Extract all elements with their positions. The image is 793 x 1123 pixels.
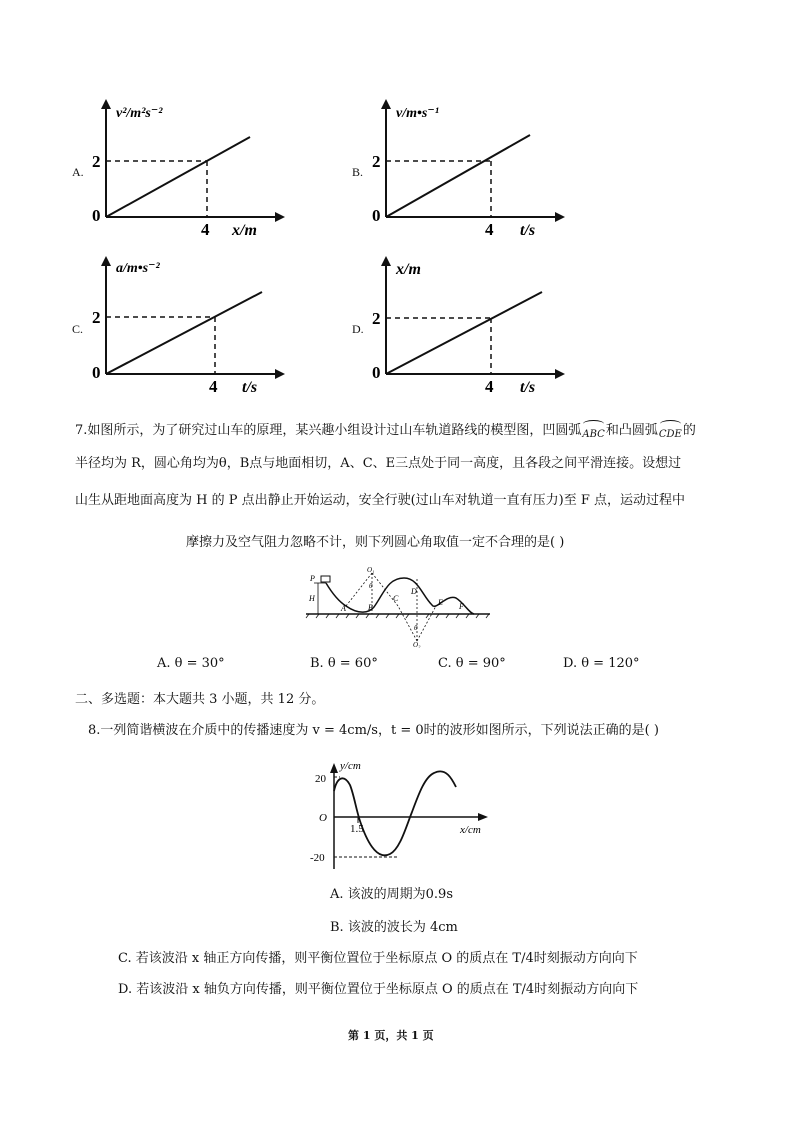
- label-theta-2: θ: [414, 624, 418, 632]
- x-axis-label: x/m: [232, 222, 257, 239]
- q7-line-2: 半径均为 R，圆心角均为θ，B点与地面相切，A、C、E三点处于同一高度，且各段之间平滑连接。设想过: [75, 456, 682, 471]
- q7-choice-c[interactable]: C. θ = 90°: [438, 656, 506, 671]
- label-h: H: [309, 594, 315, 603]
- label-theta-1: θ: [369, 582, 373, 590]
- graph-option-b: [350, 95, 565, 245]
- arc-abc: ABC: [581, 425, 605, 445]
- option-letter: B.: [352, 165, 364, 179]
- q7-text-1a: 7.如图所示，为了研究过山车的原理，某兴趣小组设计过山车轨道路线的模型图，凹圆弧: [75, 423, 582, 438]
- graph-option-a: [70, 95, 285, 245]
- y-max-label: 20: [315, 773, 326, 785]
- x-axis-label: x/cm: [460, 824, 481, 836]
- y-axis-label: x/m: [396, 261, 421, 278]
- wave-graph: [310, 757, 500, 872]
- y-tick-label: 2: [92, 152, 101, 171]
- q8-choice-b[interactable]: B. 该波的波长为 4cm: [330, 920, 458, 935]
- x-tick-label: 4: [201, 220, 210, 239]
- arc-cde: CDE: [658, 425, 683, 445]
- y-axis-label: a/m•s⁻²: [116, 261, 160, 276]
- label-e: E: [438, 598, 443, 607]
- q8-choice-a[interactable]: A. 该波的周期为0.9s: [330, 887, 453, 902]
- option-letter: C.: [72, 322, 84, 336]
- graph-option-d: [350, 252, 565, 402]
- q7-line-1: [75, 421, 696, 445]
- q7-line-4: 摩擦力及空气阻力忽略不计，则下列圆心角取值一定不合理的是( ): [186, 535, 565, 550]
- q7-line-3: 山生从距地面高度为 H 的 P 点出静止开始运动，安全行驶(过山车对轨道一直有压力)至 F 点，运动过程中: [75, 493, 686, 508]
- page-footer: 第 1 页，共 1 页: [348, 1029, 434, 1042]
- y-tick-label: 2: [372, 152, 381, 171]
- y-tick-label: 2: [92, 308, 101, 327]
- roller-coaster-diagram: [304, 563, 494, 648]
- y-tick-label: 2: [372, 309, 381, 328]
- q8-choice-d[interactable]: D. 若该波沿 x 轴负方向传播，则平衡位置位于坐标原点 O 的质点在 T/4时刻振动方向向下: [118, 982, 639, 997]
- q8-choice-c[interactable]: C. 若该波沿 x 轴正方向传播，则平衡位置位于坐标原点 O 的质点在 T/4时刻振动方向向下: [118, 951, 638, 966]
- label-p: P: [310, 574, 315, 583]
- q8-stem: 8.一列简谐横波在介质中的传播速度为 v = 4cm/s，t = 0时的波形如图所示，下列说法正确的是( ): [88, 723, 659, 738]
- origin-label: 0: [92, 206, 101, 225]
- label-o2: O₂: [413, 641, 421, 648]
- section-heading-multi-choice: 二、多选题：本大题共 3 小题，共 12 分。: [75, 692, 325, 707]
- x-axis-label: t/s: [520, 222, 536, 239]
- x-tick-label: 4: [485, 220, 494, 239]
- graph-plot: [90, 252, 290, 402]
- graph-plot: [370, 95, 570, 245]
- label-o1: O₁: [367, 566, 375, 574]
- label-d: D: [411, 587, 417, 596]
- q7-choice-b[interactable]: B. θ = 60°: [310, 656, 378, 671]
- label-f: F: [459, 602, 464, 611]
- y-axis-label: v/m•s⁻¹: [396, 106, 439, 121]
- graph-plot: [370, 252, 570, 402]
- origin-label: 0: [372, 363, 381, 382]
- x-axis-label: t/s: [242, 379, 258, 396]
- x-axis-label: t/s: [520, 379, 536, 396]
- graph-plot: [90, 95, 290, 245]
- x-tick-label: 4: [485, 377, 494, 396]
- option-letter: D.: [352, 322, 364, 336]
- q7-choice-a[interactable]: A. θ = 30°: [157, 656, 225, 671]
- graph-option-c: [70, 252, 285, 402]
- q7-choice-d[interactable]: D. θ = 120°: [563, 656, 640, 671]
- q7-text-1c: 的: [682, 423, 696, 438]
- label-b: B: [368, 603, 373, 612]
- q7-text-1b: 和凸圆弧: [605, 423, 658, 438]
- x-tick-label: 4: [209, 377, 218, 396]
- x-mark-label: 1.5: [350, 823, 364, 835]
- origin-label: 0: [92, 363, 101, 382]
- label-a: A: [341, 604, 346, 613]
- origin-label: 0: [372, 206, 381, 225]
- y-min-label: -20: [310, 852, 325, 864]
- origin-label: O: [319, 812, 327, 824]
- label-c: C: [393, 594, 399, 603]
- y-axis-label: v²/m²s⁻²: [116, 106, 163, 121]
- y-axis-label: y/cm: [340, 760, 361, 772]
- option-letter: A.: [72, 165, 84, 179]
